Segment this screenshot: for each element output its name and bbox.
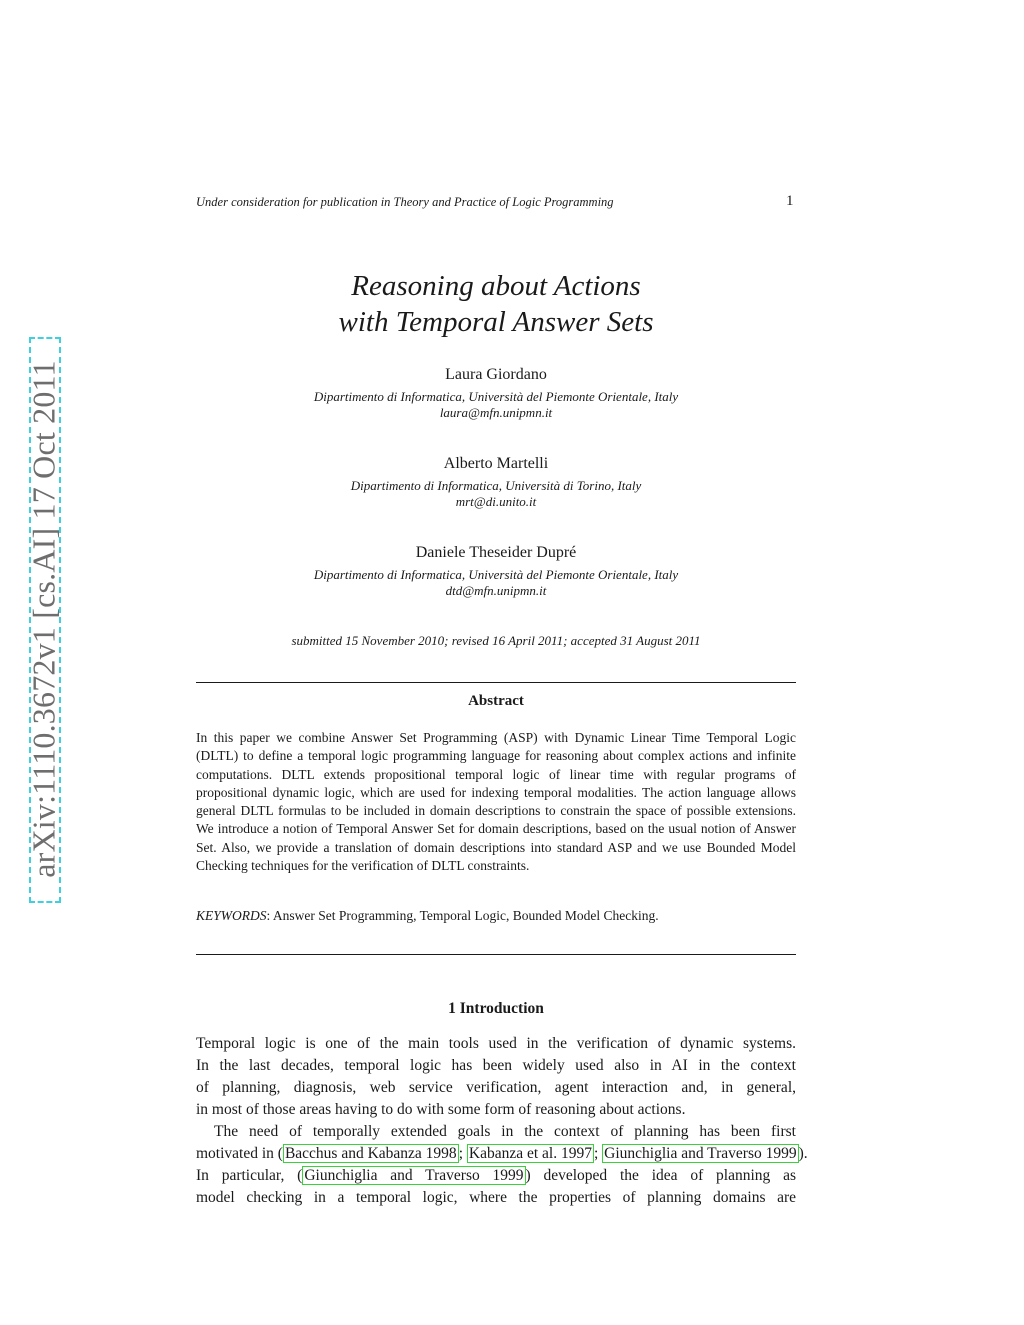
author-name: Alberto Martelli bbox=[443, 455, 549, 472]
author-affiliation: Dipartimento di Informatica, Università del Piemonte Orientale, Italy bbox=[313, 567, 679, 582]
citation-separator: ; bbox=[593, 1145, 603, 1162]
introduction-body bbox=[196, 1033, 808, 1209]
intro-line: model checking in a temporal logic, where the properties of planning domains are bbox=[196, 1189, 796, 1206]
title-line-2: with Temporal Answer Sets bbox=[338, 306, 654, 338]
author-block-1 bbox=[196, 365, 796, 421]
abstract-text: In this paper we combine Answer Set Programming (ASP) with Dynamic Linear Time Temporal Logic (DLTL) to define a temporal logic programming language for reasoning about complex actions and infinite computations. DLTL extends propositional temporal logic of linear time with regular programs of propositional dynamic logic, which are used for indexing temporal modalities. The action language allows general DLTL formulas to be included in domain descriptions to constrain the space of possible extensions. We introduce a notion of Temporal Answer Set for domain descriptions, based on the usual notion of Answer Set. Also, we provide a translation of domain descriptions into standard ASP and we use Bounded Model Checking techniques for the verification of DLTL constraints. bbox=[196, 730, 796, 874]
citation-link[interactable]: Bacchus and Kabanza 1998 bbox=[284, 1145, 457, 1162]
intro-line: in most of those areas having to do with some form of reasoning about actions. bbox=[196, 1101, 686, 1118]
title-line-1: Reasoning about Actions bbox=[351, 270, 641, 302]
intro-line-citations bbox=[196, 1143, 808, 1165]
intro-text: In particular, ( bbox=[196, 1167, 303, 1184]
citation-link[interactable]: Giunchiglia and Traverso 1999 bbox=[304, 1167, 524, 1184]
abstract-top-rule bbox=[196, 682, 796, 683]
author-email: dtd@mfn.unipmn.it bbox=[445, 583, 547, 598]
citation-separator: ; bbox=[458, 1145, 467, 1162]
citation-link[interactable]: Giunchiglia and Traverso 1999 bbox=[604, 1145, 797, 1162]
submission-dates: submitted 15 November 2010; revised 16 April 2011; accepted 31 August 2011 bbox=[291, 633, 701, 648]
author-block-3 bbox=[196, 543, 796, 599]
author-email: mrt@di.unito.it bbox=[455, 494, 537, 509]
arxiv-identifier: arXiv:1110.3672v1 [cs.AI] 17 Oct 2011 bbox=[25, 360, 62, 878]
intro-line: In the last decades, temporal logic has been widely used also in AI in the context bbox=[196, 1057, 796, 1074]
intro-line: The need of temporally extended goals in the context of planning has been first bbox=[214, 1123, 796, 1140]
intro-line-citation bbox=[196, 1165, 796, 1187]
author-affiliation: Dipartimento di Informatica, Università del Piemonte Orientale, Italy bbox=[313, 389, 679, 404]
author-name: Laura Giordano bbox=[445, 366, 547, 383]
intro-line: of planning, diagnosis, web service verification, agent interaction and, in general, bbox=[196, 1079, 796, 1096]
intro-text: motivated in ( bbox=[196, 1145, 283, 1162]
intro-text: ) developed the idea of planning as bbox=[525, 1167, 796, 1184]
author-block-2 bbox=[196, 454, 796, 510]
keywords-label: KEYWORDS bbox=[196, 908, 267, 923]
intro-text: ). bbox=[798, 1145, 808, 1162]
intro-line: Temporal logic is one of the main tools used in the verification of dynamic systems. bbox=[196, 1035, 796, 1052]
citation-link[interactable]: Kabanza et al. 1997 bbox=[468, 1145, 592, 1162]
author-name: Daniele Theseider Dupré bbox=[415, 544, 577, 561]
abstract-bottom-rule bbox=[196, 954, 796, 955]
abstract-heading: Abstract bbox=[468, 693, 524, 709]
keywords bbox=[196, 908, 796, 924]
page-number: 1 bbox=[786, 193, 794, 209]
author-affiliation: Dipartimento di Informatica, Università di Torino, Italy bbox=[350, 478, 642, 493]
keywords-text: : Answer Set Programming, Temporal Logic, Bounded Model Checking. bbox=[266, 908, 659, 923]
author-email: laura@mfn.unipmn.it bbox=[439, 405, 553, 420]
section-heading-introduction: 1 Introduction bbox=[448, 1000, 544, 1017]
paper-title bbox=[196, 268, 796, 340]
running-head: Under consideration for publication in Theory and Practice of Logic Programming bbox=[196, 195, 614, 209]
